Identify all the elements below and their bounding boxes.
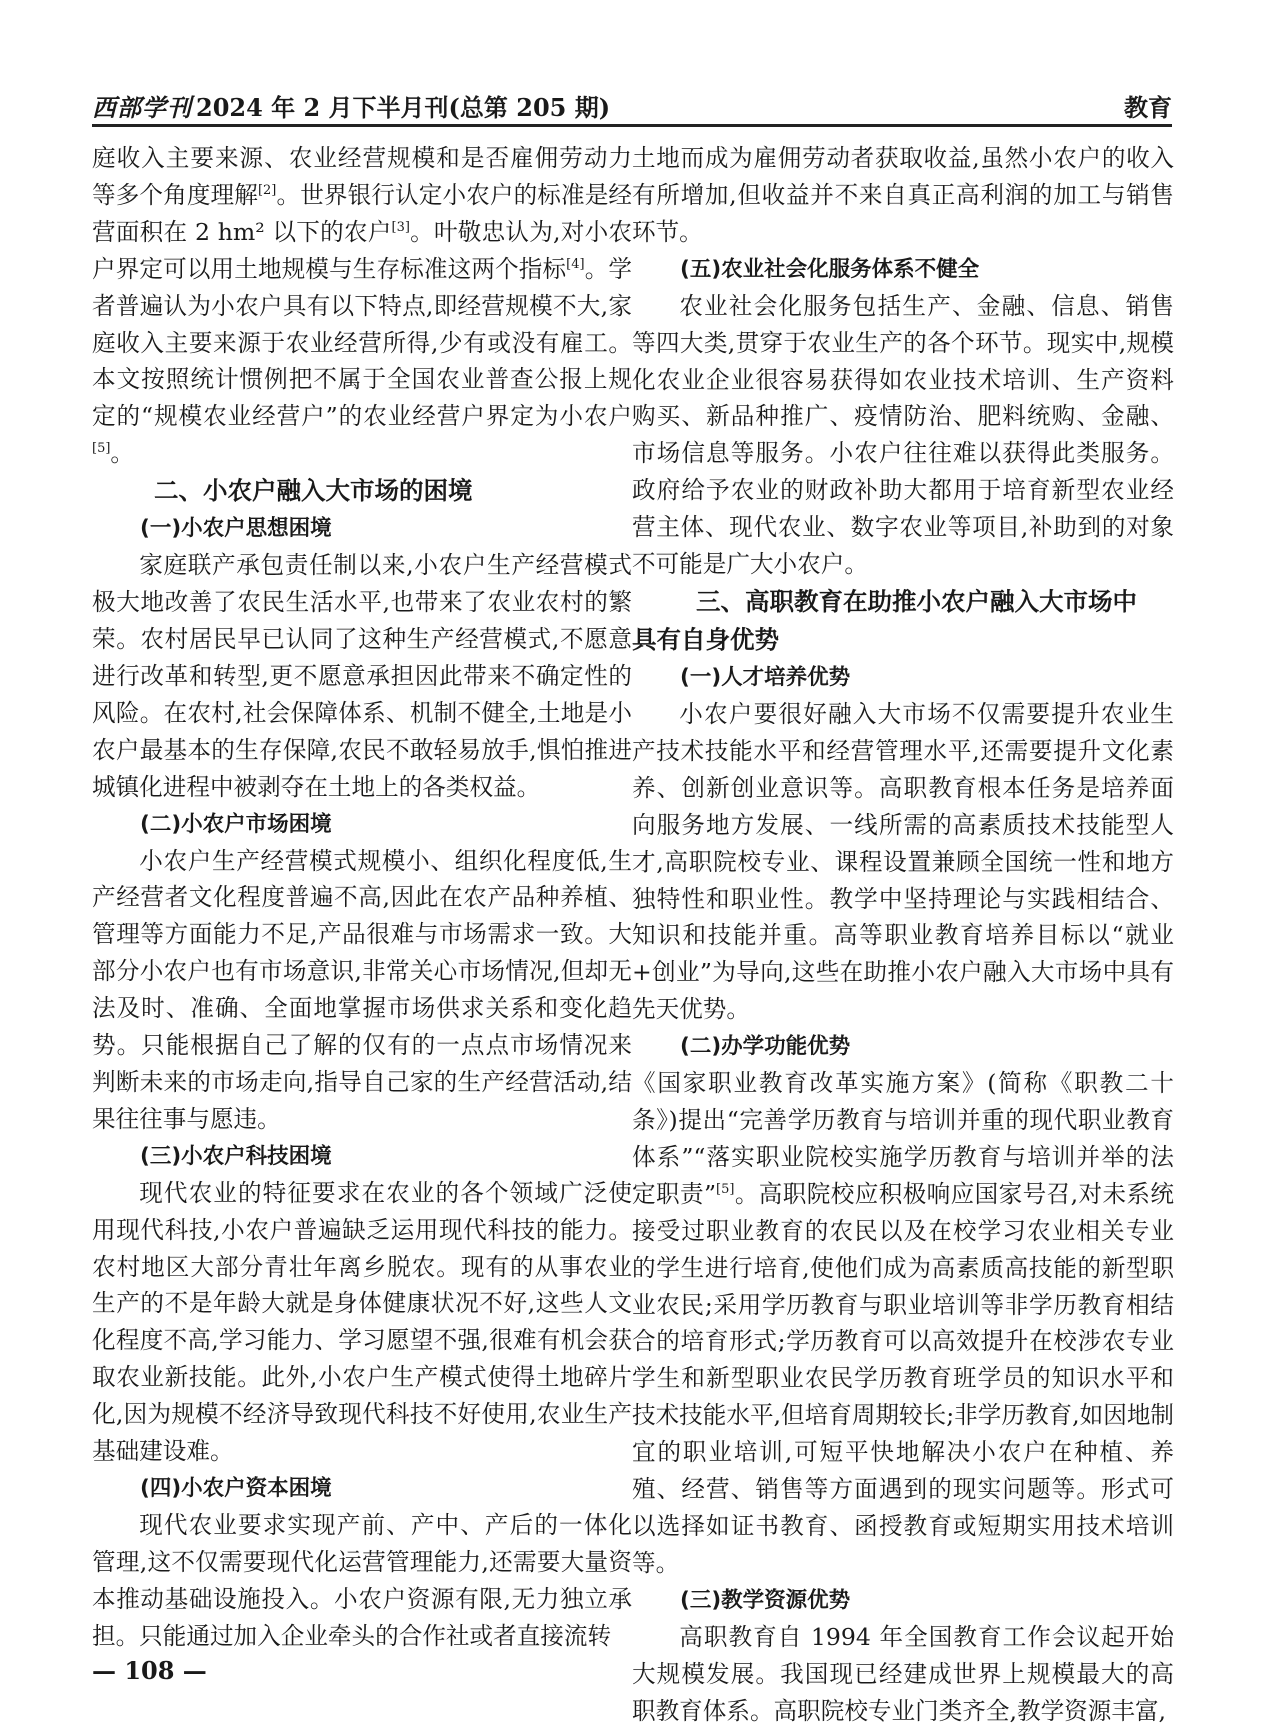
journal-logo: 西部学刊: [92, 93, 192, 122]
subheading-resources: (三)教学资源优势: [680, 1587, 851, 1613]
running-header: [92, 86, 1172, 122]
subheading-capital: (四)小农户资本困境: [140, 1476, 332, 1501]
section-name: 教育: [1124, 93, 1172, 122]
subheading-ideology: (一)小农户思想困境: [140, 516, 332, 542]
subheading-function: (二)办学功能优势: [680, 1034, 851, 1060]
paragraph-continued: 土地而成为雇佣劳动者获取收益,虽然小农户的收入有所增加,但收益并不来自真正高利润的加工与销售环节。: [632, 144, 1174, 246]
right-column: [632, 140, 1174, 1730]
citation: [5]: [92, 441, 111, 457]
page-number: — 108 —: [92, 1656, 207, 1685]
citation: [5]: [716, 1181, 735, 1197]
subheading-market: (二)小农户市场困境: [140, 811, 332, 837]
paragraph-capital: 现代农业要求实现产前、产中、产后的一体化管理,这不仅需要现代化运营管理能力,还需要大量资本推动基础设施投入。小农户资源有限,无力独立承担。只能通过加入企业牵头的合作社或者直接流转: [92, 1511, 632, 1650]
citation: [3]: [391, 219, 410, 235]
header-rule: [92, 124, 1172, 127]
section-heading-3: 三、高职教育在助推小农户融入大市场中 具有自身优势: [632, 586, 1137, 654]
paragraph-resources: 高职教育自 1994 年全国教育工作会议起开始大规模发展。我国现已经建成世界上规模最大的高职教育体系。高职院校专业门类齐全,教学资源丰富,: [632, 1622, 1174, 1725]
paragraph-talent: 小农户要很好融入大市场不仅需要提升农业生产技术技能水平和经营管理水平,还需要提升文化素养、创新创业意识等。高职教育根本任务是培养面向服务地方发展、一线所需的高素质技术技能型人才,高职院校专业、课程设置兼顾全国统一性和地方独特性和职业性。教学中坚持理论与实践相结合、知识和技能并重。高等职业教育培养目标以“就业+创业”为导向,这些在助推小农户融入大市场中具有先天优势。: [632, 699, 1174, 1024]
paragraph-definition: 庭收入主要来源、农业经营规模和是否雇佣劳动力等多个角度理解[2]。世界银行认定小农户的标准是经营面积在 2 hm² 以下的农户[3]。叶敬忠认为,对小农户界定可以用土地规模与生存标准这两个指标[4]。学者普遍认为小农户具有以下特点,即经营规模不大,家庭收入主要来源于农业经营所得,少有或没有雇工。本文按照统计惯例把不属于全国农业普查公报上规定的“规模农业经营户”的农业经营户界定为小农户[5]。: [92, 144, 633, 468]
citation: [4]: [566, 256, 585, 272]
paragraph-function: 《国家职业教育改革实施方案》(简称《职教二十条》)提出“完善学历教育与培训并重的现代职业教育体系”“落实职业院校实施学历教育与培训并举的法定职责”[5]。高职院校应积极响应国家号召,对未系统接受过职业教育的农民以及在校学习农业相关专业的学生进行培育,使他们成为高素质高技能的新型职业农民;采用学历教育与职业培训等非学历教育相结合的培育形式;学历教育可以高效提升在校涉农专业学生和新型职业农民学历教育班学员的知识水平和技术技能水平,但培育周期较长;非学历教育,如因地制宜的职业培训,可短平快地解决小农户在种植、养殖、经营、销售等方面遇到的现实问题等。形式可以选择如证书教育、函授教育或短期实用技术培训等。: [632, 1069, 1175, 1577]
citation: [2]: [257, 183, 277, 199]
paragraph-ideology: 家庭联产承包责任制以来,小农户生产经营模式极大地改善了农民生活水平,也带来了农业农村的繁荣。农村居民早已认同了这种生产经营模式,不愿意进行改革和转型,更不愿意承担因此带来不确定性的风险。在农村,社会保障体系、机制不健全,土地是小农户最基本的生存保障,农民不敢轻易放手,惧怕推进城镇化进程中被剥夺在土地上的各类权益。: [92, 551, 632, 801]
issue-info: 2024 年 2 月下半月刊(总第 205 期): [196, 93, 611, 122]
paragraph-technology: 现代农业的特征要求在农业的各个领域广泛使用现代科技,小农户普遍缺乏运用现代科技的能力。农村地区大部分青壮年离乡脱农。现有的从事农业生产的不是年龄大就是身体健康状况不好,这些人文化程度不高,学习能力、学习愿望不强,很难有机会获取农业新技能。此外,小农户生产模式使得土地碎片化,因为规模不经济导致现代科技不好使用,农业生产基础建设难。: [92, 1178, 632, 1466]
subheading-services: (五)农业社会化服务体系不健全: [680, 256, 980, 282]
section-heading-2: 二、小农户融入大市场的困境: [154, 476, 473, 506]
subheading-technology: (三)小农户科技困境: [140, 1143, 332, 1169]
paragraph-market: 小农户生产经营模式规模小、组织化程度低,生产经营者文化程度普遍不高,因此在农产品种养植、管理等方面能力不足,产品很难与市场需求一致。大部分小农户也有市场意识,非常关心市场情况,但却无法及时、准确、全面地掌握市场供求关系和变化趋势。只能根据自己了解的仅有的一点点市场情况来判断未来的市场走向,指导自己家的生产经营活动,结果往往事与愿违。: [92, 846, 632, 1133]
subheading-talent: (一)人才培养优势: [680, 664, 851, 690]
paragraph-services: 农业社会化服务包括生产、金融、信息、销售等四大类,贯穿于农业生产的各个环节。现实中,规模化农业企业很容易获得如农业技术培训、生产资料购买、新品种推广、疫情防治、肥料统购、金融、市场信息等服务。小农户往往难以获得此类服务。政府给予农业的财政补助大都用于培育新型农业经营主体、现代农业、数字农业等项目,补助到的对象不可能是广大小农户。: [632, 291, 1174, 579]
left-column: [92, 140, 632, 1655]
